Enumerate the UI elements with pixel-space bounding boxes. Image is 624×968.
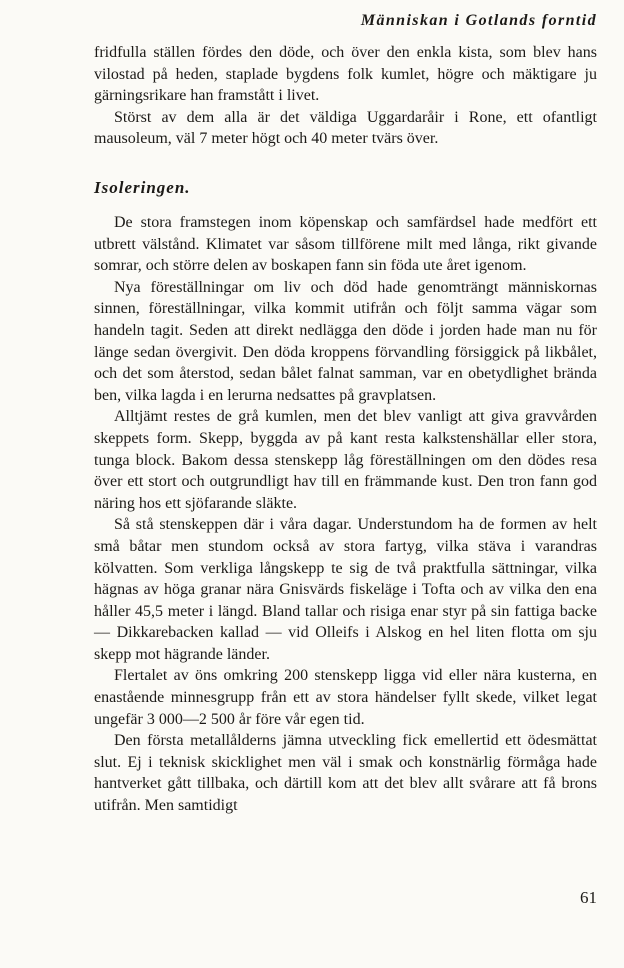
paragraph: Nya föreställningar om liv och död hade genomträngt människornas sinnen, föreställningar, vilka kommit utifrån och följt samma vägar som handeln tagit. Seden att direkt nedlägga den döde i jorden hade man nu för länge sedan övergivit. Den döda kroppens förvandling försiggick på likbålet, och det som återstod, sedan bålet falnat samman, var en obetydlighet brända ben, vilka lagda i en lerurna nedsattes på gravplatsen. <box>94 278 597 404</box>
paragraph: Alltjämt restes de grå kumlen, men det blev vanligt att giva gravvården skeppets form. Skepp, byggda av på kant resta kalkstenshällar eller stora, tunga block. Bakom dessa stenskepp låg föreställningen om den dödes resa över ett stort och outgrundligt hav till en främmande kust. Den tron fann god näring hos ett sjöfarande släkte. <box>94 408 597 512</box>
paragraph: Den första metallålderns jämna utveckling fick emellertid ett ödesmättat slut. Ej i teknisk skicklighet men väl i smak och konstnärlig förmåga hade hantverket gått tillbaka, och därtill kom att det blev allt svårare att få brons utifrån. Men samtidigt <box>94 732 597 815</box>
section-heading: Isoleringen. <box>94 178 191 197</box>
running-header: Människan i Gotlands forntid <box>360 12 597 29</box>
section-body <box>94 212 597 817</box>
intro-text <box>94 42 597 150</box>
paragraph: fridfulla ställen fördes den döde, och över den enkla kista, som blev hans vilostad på heden, staplade bygdens folk kumlet, högre och mäktigare ju gärningsrikare han framstått i livet. <box>94 44 597 105</box>
paragraph: Flertalet av öns omkring 200 stenskepp ligga vid eller nära kusterna, en enastående minnesgrupp från ett av stora händelser fyllt skede, vilket legat ungefär 3 000—2 500 år före vår egen tid. <box>94 667 597 728</box>
book-page <box>94 0 597 968</box>
page-number: 61 <box>580 888 597 907</box>
paragraph: Störst av dem alla är det väldiga Uggardaråir i Rone, ett ofantligt mausoleum, väl 7 meter högt och 40 meter tvärs över. <box>94 108 597 148</box>
paragraph: De stora framstegen inom köpenskap och samfärdsel hade medfört ett utbrett välstånd. Klimatet var såsom tillförene milt med långa, rikt givande somrar, och större delen av boskapen fann sin föda ute året igenom. <box>94 214 597 275</box>
paragraph: Så stå stenskeppen där i våra dagar. Understundom ha de formen av helt små båtar men stundom också av stora fartyg, vilka stäva i varandras kölvatten. Som verkliga långskepp te sig de två praktfulla sättningar, vilka hägnas av höga granar nära Gnisvärds fiskeläge i Tofta och av vilka den ena håller 45,5 meter i längd. Bland tallar och risiga enar styr på sin fattiga backe — Dikkarebacken kallad — vid Olleifs i Alskog en hel liten flotta om sju skepp mot hägrande länder. <box>94 516 597 663</box>
